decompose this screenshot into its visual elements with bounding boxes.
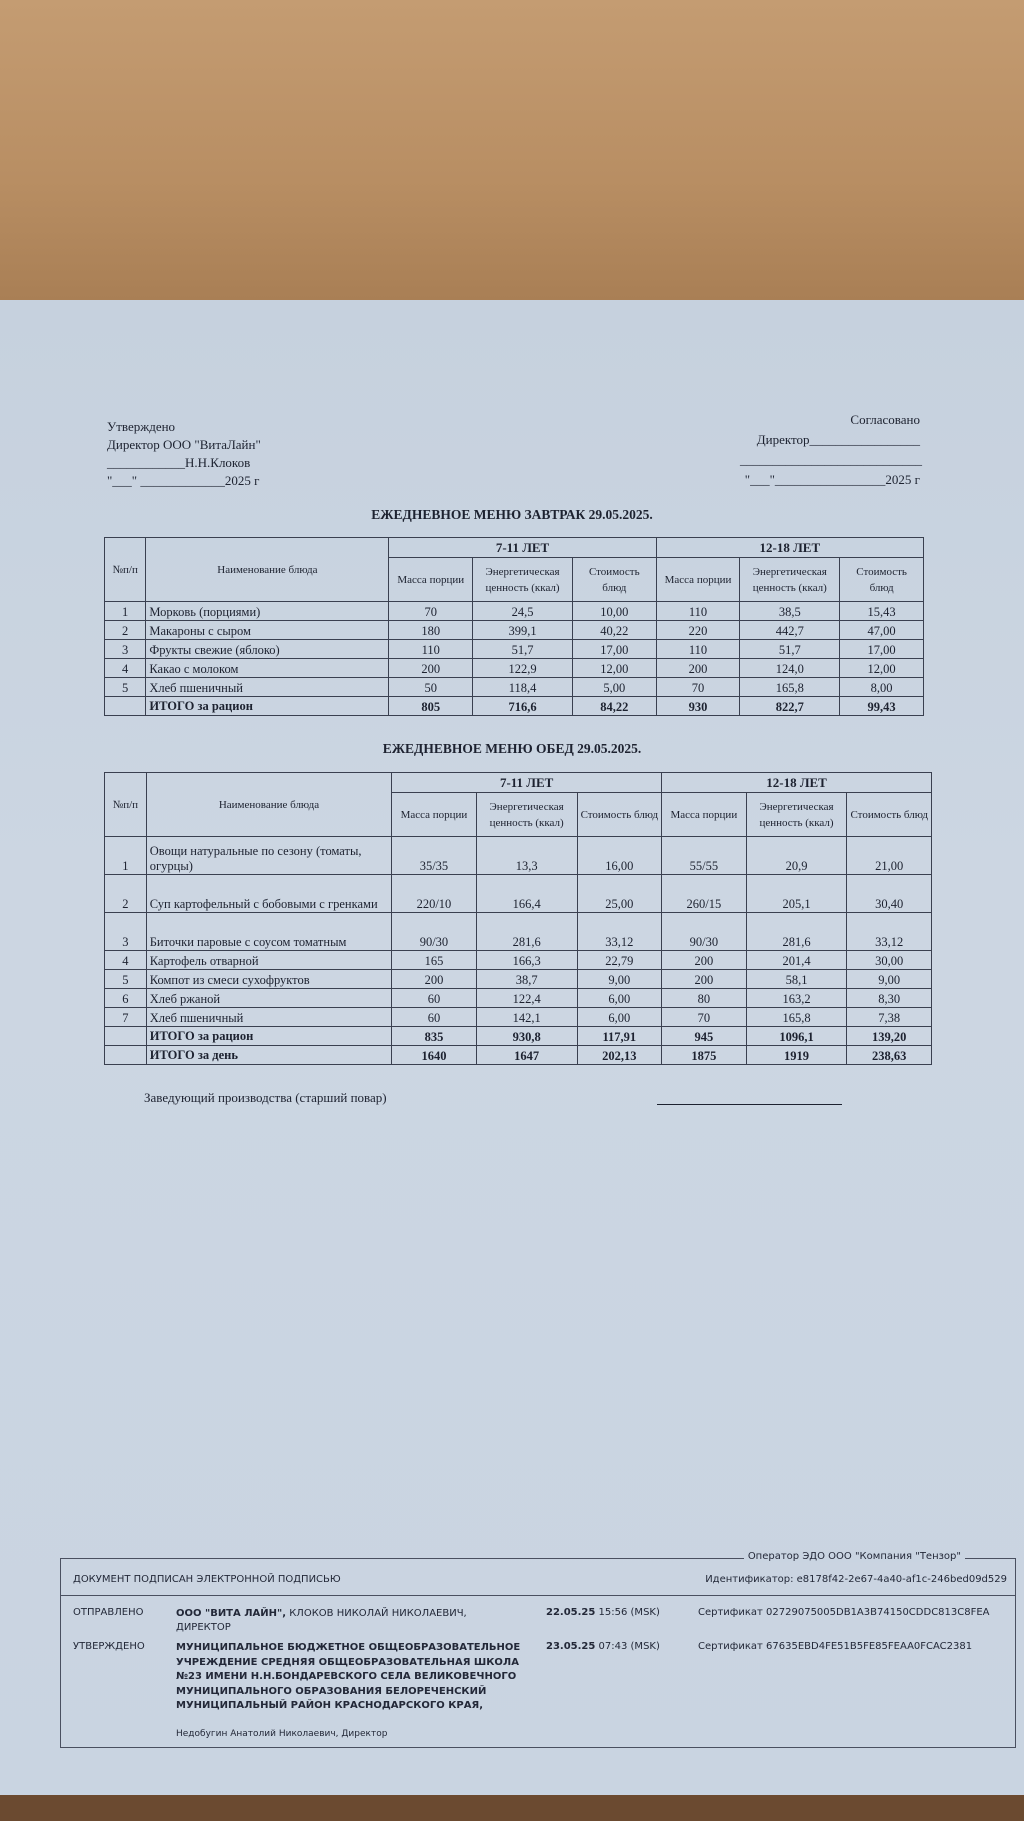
total-cell-0	[105, 1046, 147, 1065]
approved-date: 23.05.25	[546, 1641, 596, 1652]
approved-certificate: Сертификат 67635EBD4FE51B5FE85FEAA0FCAC2381	[698, 1641, 973, 1652]
total-row	[105, 1027, 932, 1046]
total-cell-2: 1640	[392, 1046, 477, 1065]
menu-row	[105, 989, 932, 1008]
cell-1: Хлеб пшеничный	[146, 678, 389, 697]
approved-label: УТВЕРЖДЕНО	[73, 1641, 145, 1652]
cell-6: 201,4	[746, 951, 847, 970]
cell-4: 16,00	[577, 837, 662, 875]
approver-person: Недобугин Анатолий Николаевич, Директор	[176, 1729, 388, 1739]
cell-4: 10,00	[572, 602, 656, 621]
agreement-date-line: "___"_________________2025 г	[744, 472, 920, 487]
total-cell-0	[105, 1027, 147, 1046]
cell-4: 40,22	[572, 621, 656, 640]
total-cell-3: 930,8	[476, 1027, 577, 1046]
cell-3: 13,3	[476, 837, 577, 875]
cell-1: Картофель отварной	[146, 951, 391, 970]
menu-row	[105, 875, 932, 913]
cell-7: 8,30	[847, 989, 932, 1008]
cell-7: 17,00	[840, 640, 924, 659]
total-cell-1: ИТОГО за день	[146, 1046, 391, 1065]
cell-3: 166,3	[476, 951, 577, 970]
table-edge	[0, 1795, 1024, 1821]
cell-7: 8,00	[840, 678, 924, 697]
cell-7: 7,38	[847, 1008, 932, 1027]
cell-6: 165,8	[746, 1008, 847, 1027]
cell-0: 7	[105, 1008, 147, 1027]
edo-operator: Оператор ЭДО ООО "Компания "Тензор"	[744, 1551, 965, 1562]
cell-1: Макароны с сыром	[146, 621, 389, 640]
total-cell-2: 805	[389, 697, 473, 716]
total-cell-5: 945	[662, 1027, 747, 1046]
total-cell-7: 139,20	[847, 1027, 932, 1046]
col-energy: Энергетическая ценность (ккал)	[476, 793, 577, 837]
sent-date: 22.05.25	[546, 1607, 596, 1618]
total-cell-3: 716,6	[473, 697, 573, 716]
total-cell-0	[105, 697, 146, 716]
cell-0: 3	[105, 913, 147, 951]
cell-5: 200	[656, 659, 740, 678]
cell-1: Хлеб ржаной	[146, 989, 391, 1008]
menu-row	[105, 602, 924, 621]
menu-row	[105, 678, 924, 697]
cell-3: 399,1	[473, 621, 573, 640]
name-line: ____________________________	[740, 452, 922, 467]
total-cell-6: 1919	[746, 1046, 847, 1065]
cell-5: 260/15	[662, 875, 747, 913]
cell-6: 163,2	[746, 989, 847, 1008]
cell-2: 50	[389, 678, 473, 697]
cell-4: 33,12	[577, 913, 662, 951]
agreement-block	[740, 410, 920, 490]
director-signature-line: ____________Н.Н.Клоков	[107, 455, 251, 470]
cell-1: Овощи натуральные по сезону (томаты, огурцы)	[146, 837, 391, 875]
cell-3: 142,1	[476, 1008, 577, 1027]
cell-6: 38,5	[740, 602, 840, 621]
cell-4: 25,00	[577, 875, 662, 913]
total-cell-4: 117,91	[577, 1027, 662, 1046]
sender	[176, 1607, 506, 1635]
cell-2: 60	[392, 1008, 477, 1027]
total-cell-1: ИТОГО за рацион	[146, 697, 389, 716]
cell-0: 6	[105, 989, 147, 1008]
col-name: Наименование блюда	[146, 538, 389, 602]
cell-0: 2	[105, 621, 146, 640]
sender-person: КЛОКОВ НИКОЛАЙ НИКОЛАЕВИЧ, ДИРЕКТОР	[176, 1608, 467, 1633]
chef-label: Заведующий производства (старший повар)	[144, 1090, 387, 1105]
cell-3: 122,4	[476, 989, 577, 1008]
cell-2: 180	[389, 621, 473, 640]
col-mass: Масса порции	[662, 793, 747, 837]
group-12-18: 12-18 ЛЕТ	[656, 538, 923, 558]
cell-3: 166,4	[476, 875, 577, 913]
col-cost: Стоимость блюд	[572, 558, 656, 602]
director-title: Директор ООО "ВитаЛайн"	[107, 437, 261, 452]
cell-2: 60	[392, 989, 477, 1008]
cell-1: Хлеб пшеничный	[146, 1008, 391, 1027]
cell-0: 4	[105, 951, 147, 970]
cell-2: 110	[389, 640, 473, 659]
approved-label: Утверждено	[107, 419, 176, 434]
cell-7: 9,00	[847, 970, 932, 989]
cell-4: 5,00	[572, 678, 656, 697]
cell-6: 165,8	[740, 678, 840, 697]
col-num: №п/п	[105, 773, 147, 837]
cell-4: 9,00	[577, 970, 662, 989]
menu-row	[105, 1008, 932, 1027]
cell-2: 35/35	[392, 837, 477, 875]
cell-7: 33,12	[847, 913, 932, 951]
cell-4: 6,00	[577, 989, 662, 1008]
cell-2: 90/30	[392, 913, 477, 951]
total-cell-4: 202,13	[577, 1046, 662, 1065]
sender-org: ООО "ВИТА ЛАЙН",	[176, 1608, 287, 1619]
cell-6: 51,7	[740, 640, 840, 659]
cell-2: 200	[389, 659, 473, 678]
sent-certificate: Сертификат 02729075005DB1A3B74150CDDC813C8FEA	[698, 1607, 990, 1618]
cell-3: 24,5	[473, 602, 573, 621]
col-energy: Энергетическая ценность (ккал)	[740, 558, 840, 602]
cell-1: Морковь (порциями)	[146, 602, 389, 621]
cell-1: Компот из смеси сухофруктов	[146, 970, 391, 989]
cell-4: 22,79	[577, 951, 662, 970]
total-row	[105, 1046, 932, 1065]
cell-5: 110	[656, 602, 740, 621]
cell-6: 205,1	[746, 875, 847, 913]
cell-7: 12,00	[840, 659, 924, 678]
cell-2: 220/10	[392, 875, 477, 913]
cell-0: 2	[105, 875, 147, 913]
col-mass: Масса порции	[656, 558, 740, 602]
group-12-18: 12-18 ЛЕТ	[662, 773, 932, 793]
menu-row	[105, 621, 924, 640]
col-cost: Стоимость блюд	[847, 793, 932, 837]
approval-block	[107, 418, 261, 490]
col-energy: Энергетическая ценность (ккал)	[746, 793, 847, 837]
cell-5: 220	[656, 621, 740, 640]
cell-4: 17,00	[572, 640, 656, 659]
sent-time: 15:56 (MSK)	[595, 1607, 660, 1618]
director-line: Директор_________________	[756, 432, 920, 447]
document-identifier: Идентификатор: e8178f42-2e67-4a40-af1c-246bed09d529	[705, 1574, 1007, 1585]
cell-3: 281,6	[476, 913, 577, 951]
electronic-signature-stamp	[60, 1551, 1016, 1748]
cell-4: 12,00	[572, 659, 656, 678]
total-cell-3: 1647	[476, 1046, 577, 1065]
menu-row	[105, 913, 932, 951]
menu-row	[105, 970, 932, 989]
agreed-label: Согласовано	[850, 412, 920, 427]
cell-0: 5	[105, 970, 147, 989]
cell-7: 30,00	[847, 951, 932, 970]
lunch-table	[104, 772, 932, 1065]
cell-6: 124,0	[740, 659, 840, 678]
sent-label: ОТПРАВЛЕНО	[73, 1607, 144, 1618]
col-energy: Энергетическая ценность (ккал)	[473, 558, 573, 602]
total-cell-5: 930	[656, 697, 740, 716]
wooden-table-background	[0, 0, 1024, 300]
cell-1: Суп картофельный с бобовыми с гренками	[146, 875, 391, 913]
cell-5: 70	[662, 1008, 747, 1027]
cell-0: 1	[105, 602, 146, 621]
cell-5: 70	[656, 678, 740, 697]
approval-date-line: "___" _____________2025 г	[107, 473, 260, 488]
col-cost: Стоимость блюд	[577, 793, 662, 837]
total-cell-5: 1875	[662, 1046, 747, 1065]
cell-1: Какао с молоком	[146, 659, 389, 678]
cell-0: 1	[105, 837, 147, 875]
cell-3: 38,7	[476, 970, 577, 989]
total-cell-4: 84,22	[572, 697, 656, 716]
cell-4: 6,00	[577, 1008, 662, 1027]
cell-5: 200	[662, 970, 747, 989]
cell-0: 4	[105, 659, 146, 678]
col-mass: Масса порции	[389, 558, 473, 602]
cell-6: 442,7	[740, 621, 840, 640]
total-cell-2: 835	[392, 1027, 477, 1046]
chef-signature-line	[657, 1104, 842, 1105]
cell-7: 21,00	[847, 837, 932, 875]
total-cell-6: 822,7	[740, 697, 840, 716]
cell-2: 165	[392, 951, 477, 970]
menu-row	[105, 837, 932, 875]
cell-3: 122,9	[473, 659, 573, 678]
cell-1: Фрукты свежие (яблоко)	[146, 640, 389, 659]
col-mass: Масса порции	[392, 793, 477, 837]
cell-0: 5	[105, 678, 146, 697]
cell-2: 200	[392, 970, 477, 989]
cell-5: 200	[662, 951, 747, 970]
total-row	[105, 697, 924, 716]
cell-2: 70	[389, 602, 473, 621]
cell-7: 30,40	[847, 875, 932, 913]
total-cell-1: ИТОГО за рацион	[146, 1027, 391, 1046]
cell-6: 58,1	[746, 970, 847, 989]
total-cell-6: 1096,1	[746, 1027, 847, 1046]
menu-row	[105, 640, 924, 659]
cell-3: 118,4	[473, 678, 573, 697]
cell-7: 15,43	[840, 602, 924, 621]
cell-6: 281,6	[746, 913, 847, 951]
group-7-11: 7-11 ЛЕТ	[392, 773, 662, 793]
signature-heading: ДОКУМЕНТ ПОДПИСАН ЭЛЕКТРОННОЙ ПОДПИСЬЮ	[73, 1574, 341, 1585]
divider	[61, 1595, 1015, 1596]
breakfast-table	[104, 537, 924, 716]
col-num: №п/п	[105, 538, 146, 602]
col-name: Наименование блюда	[146, 773, 391, 837]
col-cost: Стоимость блюд	[840, 558, 924, 602]
cell-3: 51,7	[473, 640, 573, 659]
cell-5: 110	[656, 640, 740, 659]
group-7-11: 7-11 ЛЕТ	[389, 538, 656, 558]
total-cell-7: 99,43	[840, 697, 924, 716]
approved-time: 07:43 (MSK)	[595, 1641, 660, 1652]
cell-6: 20,9	[746, 837, 847, 875]
total-cell-7: 238,63	[847, 1046, 932, 1065]
lunch-title: ЕЖЕДНЕВНОЕ МЕНЮ ОБЕД 29.05.2025.	[382, 741, 642, 756]
approver-org: МУНИЦИПАЛЬНОЕ БЮДЖЕТНОЕ ОБЩЕОБРАЗОВАТЕЛЬНОЕ УЧРЕЖДЕНИЕ СРЕДНЯЯ ОБЩЕОБРАЗОВАТЕЛЬНАЯ ШКОЛА №23 ИМЕНИ Н.Н.БОНДАРЕВСКОГО СЕЛА ВЕЛИКОВЕЧНОГО МУНИЦИПАЛЬНОГО ОБРАЗОВАНИЯ БЕЛОРЕЧЕНСКИЙ МУНИЦИПАЛЬНЫЙ РАЙОН КРАСНОДАРСКОГО КРАЯ,	[176, 1642, 521, 1711]
breakfast-title: ЕЖЕДНЕВНОЕ МЕНЮ ЗАВТРАК 29.05.2025.	[371, 507, 653, 522]
cell-1: Биточки паровые с соусом томатным	[146, 913, 391, 951]
cell-5: 55/55	[662, 837, 747, 875]
cell-0: 3	[105, 640, 146, 659]
cell-7: 47,00	[840, 621, 924, 640]
menu-row	[105, 659, 924, 678]
menu-row	[105, 951, 932, 970]
cell-5: 80	[662, 989, 747, 1008]
cell-5: 90/30	[662, 913, 747, 951]
